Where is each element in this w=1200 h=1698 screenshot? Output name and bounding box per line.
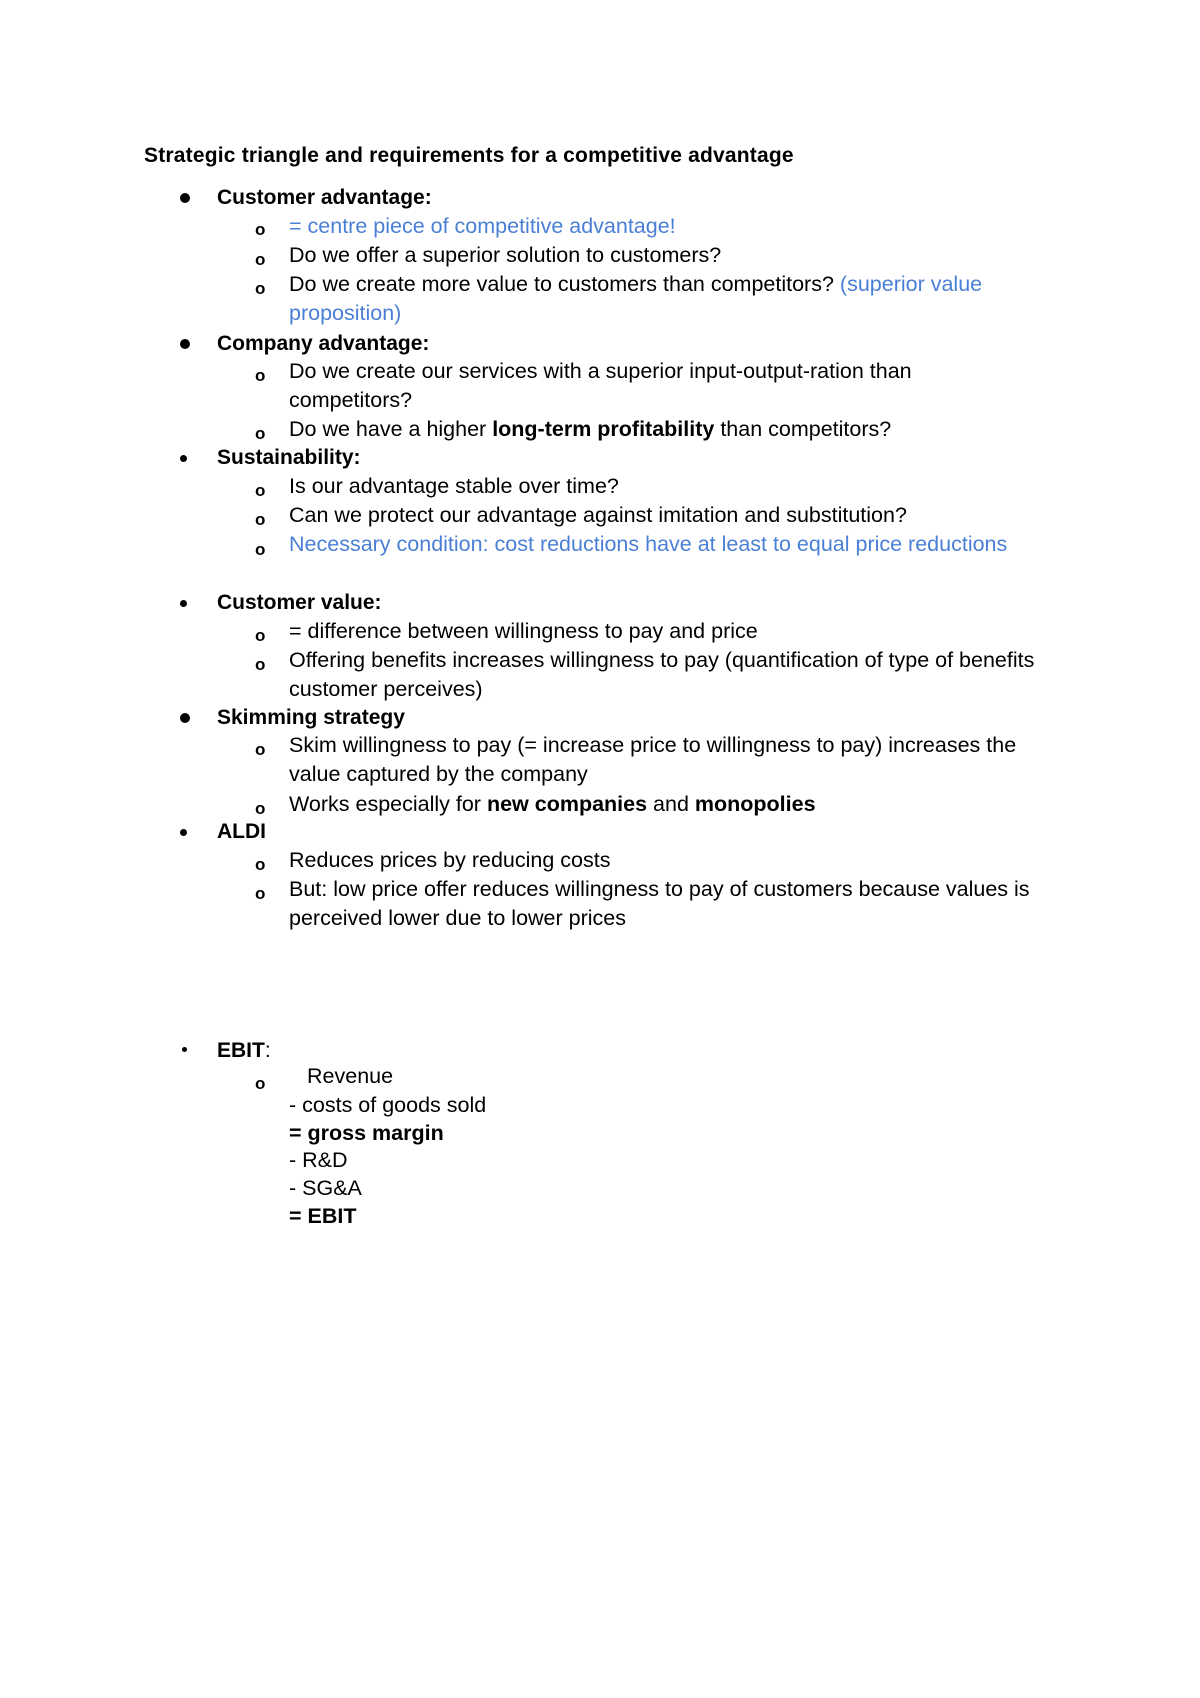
item-2-bold-2: monopolies [694, 792, 816, 816]
customer-advantage-item-3 [289, 270, 1049, 328]
item-2-text-start: Do we have a higher [289, 417, 493, 441]
aldi-item-2: But: low price offer reduces willingness to pay of customers because values is perceived lower due to lower prices [289, 877, 1030, 930]
sub-bullet: o [255, 740, 266, 759]
heading-skimming-strategy: Skimming strategy [217, 706, 405, 729]
page-title: Strategic triangle and requirements for a competitive advantage [144, 144, 794, 167]
customer-advantage-item-1: = centre piece of competitive advantage! [289, 214, 676, 238]
sub-bullet: o [255, 366, 266, 385]
item-3-highlight: (superior value proposition) [289, 272, 983, 325]
ebit-line-cogs: - costs of goods sold [289, 1093, 487, 1117]
bullet-dot [182, 1047, 187, 1052]
item-2-text-mid: and [647, 792, 695, 816]
sustainability-item-1: Is our advantage stable over time? [289, 474, 619, 498]
sub-bullet: o [255, 481, 266, 500]
skimming-item-2 [289, 790, 1089, 819]
company-advantage-item-1: Do we create our services with a superior input-output-ration than competitors? [289, 359, 912, 412]
bullet-dot [180, 193, 190, 203]
sub-bullet: o [255, 250, 266, 269]
sub-bullet: o [255, 799, 266, 818]
bullet-dot [180, 713, 190, 723]
ebit-line-sga: - SG&A [289, 1176, 362, 1200]
item-2-bold-1: new companies [486, 792, 648, 816]
sub-bullet: o [255, 626, 266, 645]
sub-bullet: o [255, 1074, 266, 1093]
heading-sustainability: Sustainability: [217, 446, 361, 469]
sub-bullet: o [255, 510, 266, 529]
sub-bullet: o [255, 279, 266, 298]
heading-ebit [217, 1039, 271, 1063]
ebit-heading-colon: : [264, 1039, 271, 1062]
sustainability-item-3: Necessary condition: cost reductions have at least to equal price reductions [289, 532, 1008, 556]
item-3-text: Do we create more value to customers than competitors? [289, 272, 834, 296]
ebit-line-ebit: = EBIT [289, 1204, 357, 1228]
sub-bullet: o [255, 540, 266, 559]
item-2-text-end: than competitors? [714, 417, 892, 441]
bullet-dot [180, 339, 190, 349]
customer-value-item-2: Offering benefits increases willingness to pay (quantification of type of benefits customer perceives) [289, 648, 1035, 701]
sub-bullet: o [255, 220, 266, 239]
heading-customer-advantage: Customer advantage: [217, 186, 432, 209]
customer-advantage-item-2: Do we offer a superior solution to customers? [289, 243, 722, 267]
heading-company-advantage: Company advantage: [217, 332, 430, 355]
bullet-dot [180, 600, 187, 607]
item-2-text-start: Works especially for [289, 792, 487, 816]
ebit-heading-text: EBIT [217, 1039, 265, 1062]
sub-bullet: o [255, 884, 266, 903]
sub-bullet: o [255, 855, 266, 874]
bullet-dot [180, 455, 187, 462]
item-2-bold: long-term profitability [492, 417, 715, 441]
heading-customer-value: Customer value: [217, 591, 382, 614]
aldi-item-1: Reduces prices by reducing costs [289, 848, 611, 872]
ebit-line-rnd: - R&D [289, 1148, 348, 1172]
sub-bullet: o [255, 424, 266, 443]
heading-aldi: ALDI [217, 820, 266, 843]
skimming-item-1: Skim willingness to pay (= increase price to willingness to pay) increases the value captured by the company [289, 733, 1017, 786]
sustainability-item-2: Can we protect our advantage against imitation and substitution? [289, 503, 907, 527]
bullet-dot [180, 829, 187, 836]
sub-bullet: o [255, 655, 266, 674]
ebit-line-gross-margin: = gross margin [289, 1121, 444, 1145]
ebit-line-revenue: Revenue [307, 1064, 394, 1088]
company-advantage-item-2 [289, 415, 1089, 444]
customer-value-item-1: = difference between willingness to pay and price [289, 619, 758, 643]
